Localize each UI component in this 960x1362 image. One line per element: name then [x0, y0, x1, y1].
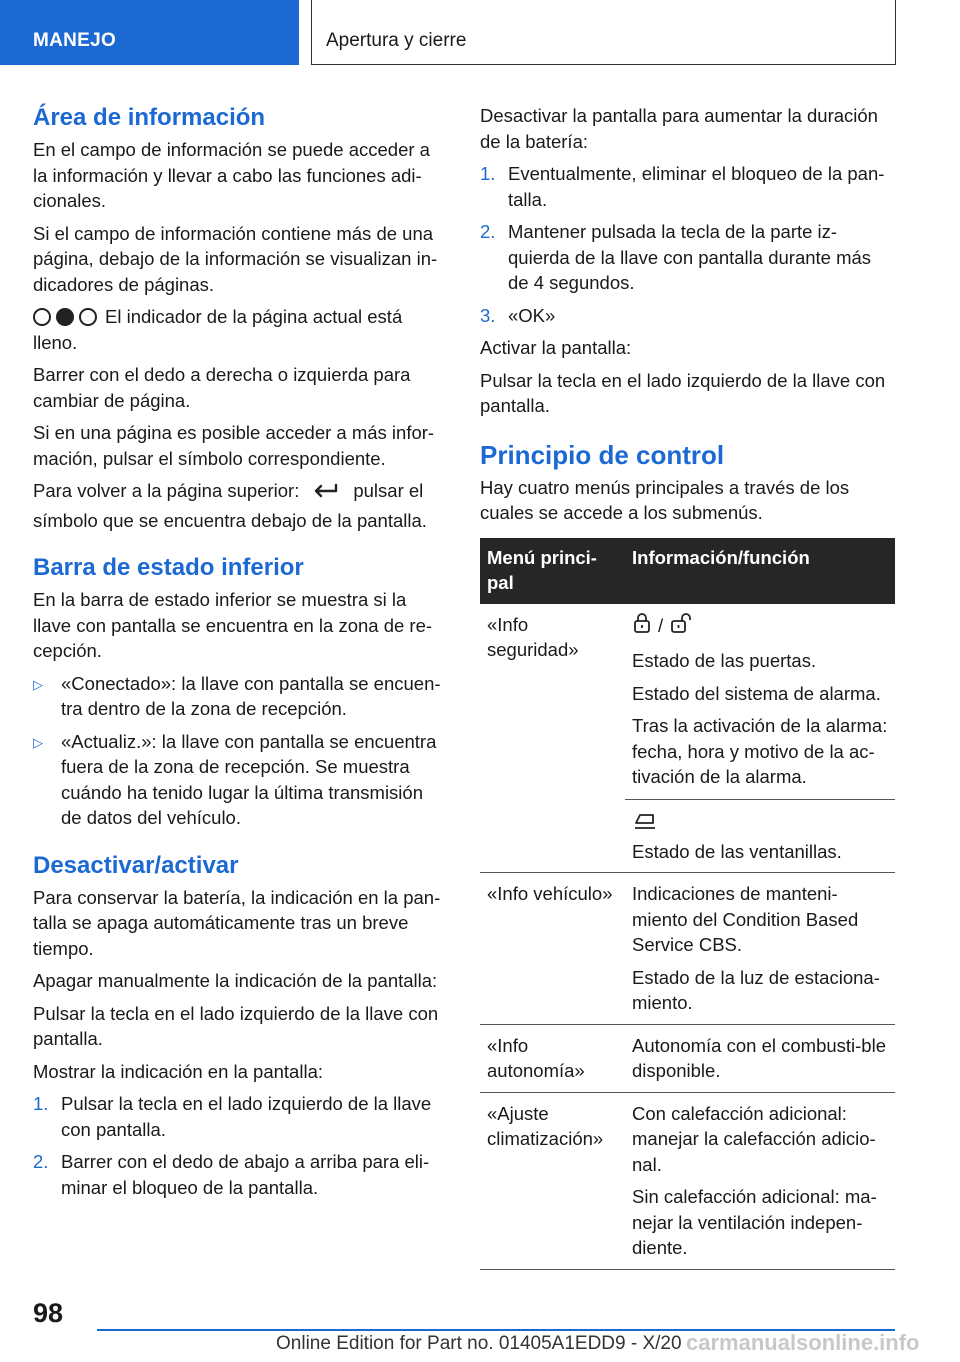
table-cell-info: Autonomía con el combusti-ble disponible. [625, 1024, 895, 1092]
list-item: ▷ «Conectado»: la llave con pantalla se encuen-tra dentro de la zona de recepción. [33, 671, 445, 722]
footer-edition: Online Edition for Part no. 01405A1EDD9 - X/20 [276, 1333, 682, 1354]
list-item: ▷ «Actualiz.»: la llave con pantalla se encuentra fuera de la zona de recepción. Se muestra cuándo ha tenido lugar la última transmisión de datos del vehículo. [33, 729, 445, 831]
paragraph: Para conservar la batería, la indicación en la pan-talla se apaga automáticamente tras un breve tiempo. [33, 886, 441, 959]
heading-principio-control: Principio de control [480, 439, 725, 470]
heading-barra-estado: Barra de estado inferior [33, 554, 304, 581]
chapter-title: Apertura y cierre [326, 30, 467, 51]
table-cell-menu: «Info seguridad» [480, 604, 625, 873]
paragraph: Mostrar la indicación en la pantalla: [33, 1060, 323, 1082]
paragraph: Desactivar la pantalla para aumentar la duración de la batería: [480, 105, 878, 152]
table-row [480, 1024, 895, 1092]
list-item: 1. Pulsar la tecla en el lado izquierdo de la llave con pantalla. [33, 1093, 432, 1140]
table-cell-menu: «Info vehículo» [480, 873, 625, 1025]
paragraph: En el campo de información se puede acceder a la información y llevar a cabo las funciones adi-cionales. [33, 139, 430, 211]
cell-divider [625, 799, 895, 800]
table-cell-info: Con calefacción adicional: manejar la calefacción adicio-nal. Sin calefacción adicional: ma-nejar la ventilación indepen-diente. [625, 1092, 895, 1269]
section-title: MANEJO [33, 30, 117, 51]
table-header-menu: Menú princi-pal [480, 538, 625, 604]
left-column [33, 103, 445, 1207]
lock-icons [632, 612, 888, 641]
paragraph: Hay cuatro menús principales a través de los cuales se accede a los submenús. [480, 476, 850, 523]
menu-table [480, 538, 895, 1270]
table-row [480, 873, 895, 1025]
paragraph: Activar la pantalla: [480, 337, 632, 358]
paragraph: Apagar manualmente la indicación de la pantalla: [33, 970, 438, 991]
paragraph: Pulsar la tecla en el lado izquierdo de la llave con pantalla. [480, 369, 886, 416]
paragraph [33, 304, 445, 355]
table-row [480, 604, 895, 873]
table-cell-menu: «Ajuste climatización» [480, 1092, 625, 1269]
section-tab [0, 0, 299, 65]
table-row [480, 1092, 895, 1269]
bullet-list [33, 671, 445, 831]
lock-closed-icon [632, 612, 652, 641]
heading-desactivar-activar: Desactivar/activar [33, 851, 239, 879]
icon-separator: / [658, 615, 664, 636]
paragraph-text: El indicador de la página actual está lleno. [33, 306, 403, 353]
paragraph: Si en una página es posible acceder a más infor-mación, pulsar el símbolo correspondiente. [33, 422, 435, 469]
list-item: 2. Barrer con el dedo de abajo a arriba para eli-minar el bloqueo de la pantalla. [33, 1151, 430, 1198]
table-cell-menu: «Info autonomía» [480, 1024, 625, 1092]
paragraph-text: pulsar el símbolo que se encuentra debajo de la pantalla. [33, 480, 427, 531]
paragraph: En la barra de estado inferior se muestra si la llave con pantalla se encuentra en la zona de re-cepción. [33, 589, 433, 661]
numbered-list [33, 1091, 445, 1200]
heading-area-informacion: Área de información [33, 104, 266, 131]
back-arrow-icon [313, 481, 339, 508]
table-header-info: Información/función [625, 538, 895, 604]
paragraph: Si el campo de información contiene más de una página, debajo de la información se visualizan in-dicadores de páginas. [33, 222, 438, 295]
list-item: 2. Mantener pulsada la tecla de la parte iz-quierda de la llave con pantalla durante más de 4 segundos. [480, 221, 872, 293]
page-indicator-dots-icon [33, 308, 97, 326]
paragraph [33, 478, 445, 533]
page-number: 98 [33, 1298, 64, 1328]
table-cell-info: / Estado de las puertas. Estado del sistema de alarma. Tras la activación de la alarma: fecha, hora y motivo de la ac-tivación de la alarma. Estado de las ventanillas. [625, 604, 895, 873]
watermark: carmanualsonline.info [686, 1330, 920, 1355]
triangle-bullet-icon: ▷ [33, 676, 43, 692]
chapter-box [311, 0, 896, 65]
triangle-bullet-icon: ▷ [33, 734, 43, 750]
list-item: 3. «OK» [480, 304, 556, 326]
list-item: 1. Eventualmente, eliminar el bloqueo de la pan-talla. [480, 163, 885, 210]
right-column [480, 103, 895, 1270]
paragraph-text: Para volver a la página superior: [33, 480, 300, 501]
numbered-list [480, 161, 895, 328]
table-cell-info: Indicaciones de manteni-miento del Condition Based Service CBS. Estado de la luz de estaciona-miento. [625, 873, 895, 1025]
paragraph: Pulsar la tecla en el lado izquierdo de la llave con pantalla. [33, 1002, 439, 1049]
lock-open-icon [669, 612, 695, 641]
paragraph: Barrer con el dedo a derecha o izquierda para cambiar de página. [33, 364, 411, 411]
window-icon [632, 811, 888, 831]
